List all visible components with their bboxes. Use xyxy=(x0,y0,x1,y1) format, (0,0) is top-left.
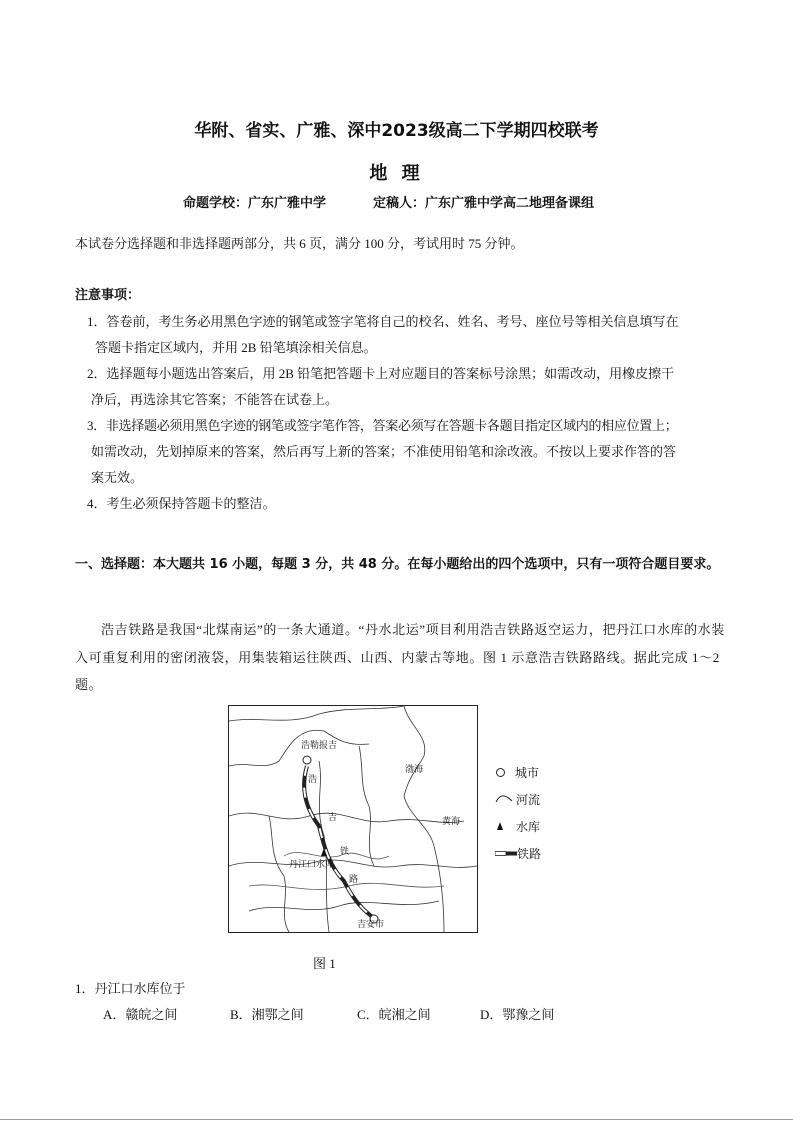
finalizer: 定稿人：广东广雅中学高二地理备课组 xyxy=(373,196,595,211)
border-line xyxy=(229,813,464,822)
notice-line: 净后，再选涂其它答案；不能答在试卷上。 xyxy=(91,392,339,407)
railway-map xyxy=(228,705,478,933)
map-label-bohai: 渤海 xyxy=(405,764,424,774)
option-d: D．鄂豫之间 xyxy=(480,1007,555,1022)
option-a: A．赣皖之间 xyxy=(103,1007,178,1022)
river-icon xyxy=(495,794,513,804)
legend-label: 河流 xyxy=(516,793,541,807)
map-label-rail: 铁 xyxy=(340,846,350,856)
legend-reservoir xyxy=(495,818,540,835)
question-1-stem: 1．丹江口水库位于 xyxy=(75,981,186,996)
notice-line: 4．考生必须保持答题卡的整洁。 xyxy=(87,496,276,511)
legend-label: 城市 xyxy=(515,766,540,780)
railway-icon xyxy=(495,850,517,858)
legend-railway xyxy=(495,845,541,862)
legend-label: 铁路 xyxy=(517,847,542,861)
border-line xyxy=(359,746,374,866)
notice-line: 如需改动，先划掉原来的答案，然后再写上新的答案；不准使用铅笔和涂改液。不按以上要求作答的答 xyxy=(91,444,677,459)
legend-river xyxy=(495,791,540,808)
notice-line: 3．非选择题必须用黑色字迹的钢笔或签字笔作答，答案必须写在答题卡各题目指定区域内的相应位置上； xyxy=(87,418,678,433)
notice-line: 1．答卷前，考生务必用黑色字迹的钢笔或签字笔将自己的校名、姓名、考号、座位号等相关信息填写在 xyxy=(87,314,679,329)
notice-item xyxy=(87,413,737,491)
intro-text: 本试卷分选择题和非选择题两部分，共 6 页，满分 100 分，考试用时 75 分钟。 xyxy=(75,236,524,251)
subject-title: 地 理 xyxy=(369,163,424,184)
reservoir-icon xyxy=(495,821,513,831)
coastline xyxy=(404,706,444,932)
notice-heading: 注意事项： xyxy=(75,288,141,303)
question-passage: 浩吉铁路是我国“北煤南运”的一条大通道。“丹水北运”项目利用浩吉铁路返空运力，把丹江口水库的水装入可重复利用的密闭液袋，用集装箱运往陕西、山西、内蒙古等地。图 1 示意浩吉铁路路线。据此完成 1～2 题。 xyxy=(75,622,725,692)
city-circle-icon xyxy=(496,768,505,777)
border-line xyxy=(229,706,404,721)
notice-line: 2．选择题每小题选出答案后，用 2B 铅笔把答题卡上对应题目的答案标号涂黑；如需改动，用橡皮擦干 xyxy=(87,366,675,381)
border-line xyxy=(269,816,289,932)
option-b: B．湘鄂之间 xyxy=(230,1007,304,1022)
page-bottom-divider xyxy=(0,1119,793,1120)
border-line xyxy=(249,901,439,911)
notice-item xyxy=(87,309,737,361)
map-label-south-city: 吉安市 xyxy=(357,919,385,929)
city-marker xyxy=(303,756,311,764)
setter-school: 命题学校：广东广雅中学 xyxy=(183,196,327,211)
border-line xyxy=(229,860,477,867)
border-line xyxy=(229,730,369,766)
exam-title: 华附、省实、广雅、深中2023级高二下学期四校联考 xyxy=(194,121,599,141)
figure-caption: 图 1 xyxy=(313,956,336,971)
notice-line: 案无效。 xyxy=(91,470,144,485)
legend-label: 水库 xyxy=(516,820,541,834)
notice-item xyxy=(87,491,737,517)
map-label-yellow-sea: 黄海 xyxy=(442,816,461,826)
map-label-rail: 吉 xyxy=(328,812,338,822)
notice-line: 答题卡指定区域内，并用 2B 铅笔填涂相关信息。 xyxy=(95,340,377,355)
notice-item xyxy=(87,361,737,413)
map-label-rail: 路 xyxy=(349,874,359,884)
notice-list xyxy=(87,309,737,517)
map-label-reservoir: 丹江口水库 xyxy=(289,859,335,869)
map-label-north-city: 浩勒报吉 xyxy=(301,740,338,750)
option-c: C．皖湘之间 xyxy=(357,1007,431,1022)
section-heading: 一、选择题：本大题共 16 小题，每题 3 分，共 48 分。在每小题给出的四个选项中，只有一项符合题目要求。 xyxy=(75,557,720,572)
map-label-rail: 浩 xyxy=(308,774,318,784)
legend-city xyxy=(495,764,539,781)
map-graphic xyxy=(229,706,477,932)
